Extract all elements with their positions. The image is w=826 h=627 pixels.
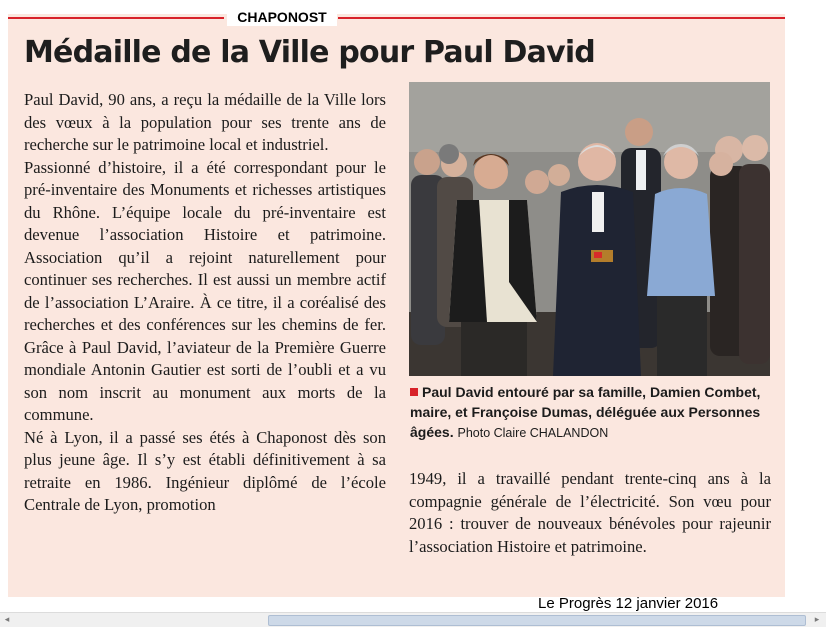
section-label: CHAPONOST bbox=[227, 8, 337, 26]
paragraph-3: Né à Lyon, il a passé ses étés à Chaponost dès son plus jeune âge. Il s’y est établi définitivement à sa retraite en 1986. Ingénieur diplômé de l’école Centrale de Lyon, promotion bbox=[24, 427, 386, 514]
article-body-right bbox=[409, 468, 771, 558]
group-photo bbox=[409, 82, 770, 376]
article-body-left bbox=[24, 89, 386, 517]
caption-text: Paul David entouré par sa famille, Damien Combet, maire, et Françoise Dumas, déléguée aux Personnes âgées. bbox=[410, 384, 761, 440]
paragraph-4: 1949, il a travaillé pendant trente-cinq ans à la compagnie générale de l’électricité. Son vœu pour 2016 : trouver de nouveaux bénévoles pour rajeunir l’association Histoire et patrimoine. bbox=[409, 469, 771, 556]
scrollbar-thumb[interactable] bbox=[268, 615, 806, 626]
source-note: Le Progrès 12 janvier 2016 bbox=[538, 595, 719, 612]
section-rule-left bbox=[8, 17, 224, 19]
paragraph-1: Paul David, 90 ans, a reçu la médaille de la Ville lors des vœux à la population pour ses trente ans de recherche sur le patrimoine local et industriel. bbox=[24, 90, 386, 154]
group-photo-illustration bbox=[409, 82, 770, 376]
headline: Médaille de la Ville pour Paul David bbox=[24, 35, 595, 70]
caption-marker-icon bbox=[410, 388, 418, 396]
photo-credit: Photo Claire CHALANDON bbox=[457, 426, 609, 440]
section-rule-right bbox=[338, 17, 785, 19]
paragraph-2: Passionné d’histoire, il a été correspondant pour le pré-inventaire des Monuments et richesses artistiques du Rhône. L’équipe locale du pré-inventaire est devenue l’association Histoire et patrimoine. Association qu’il a rejoint naturellement pour continuer ses recherches. Il est aussi un membre actif de l’association L’Araire. À ce titre, il a coréalisé des recherches et des conférences sur les chemins de fer. Grâce à Paul David, l’aviateur de la Première Guerre mondiale Antonin Gautier est sorti de l’oubli et a vu son nom inscrit au monument aux morts de la commune. bbox=[24, 157, 386, 424]
scroll-right-arrow-icon[interactable]: ▸ bbox=[814, 615, 820, 625]
scroll-left-arrow-icon[interactable]: ◂ bbox=[4, 615, 10, 625]
photo-caption bbox=[410, 382, 772, 443]
horizontal-scrollbar[interactable] bbox=[0, 612, 826, 627]
